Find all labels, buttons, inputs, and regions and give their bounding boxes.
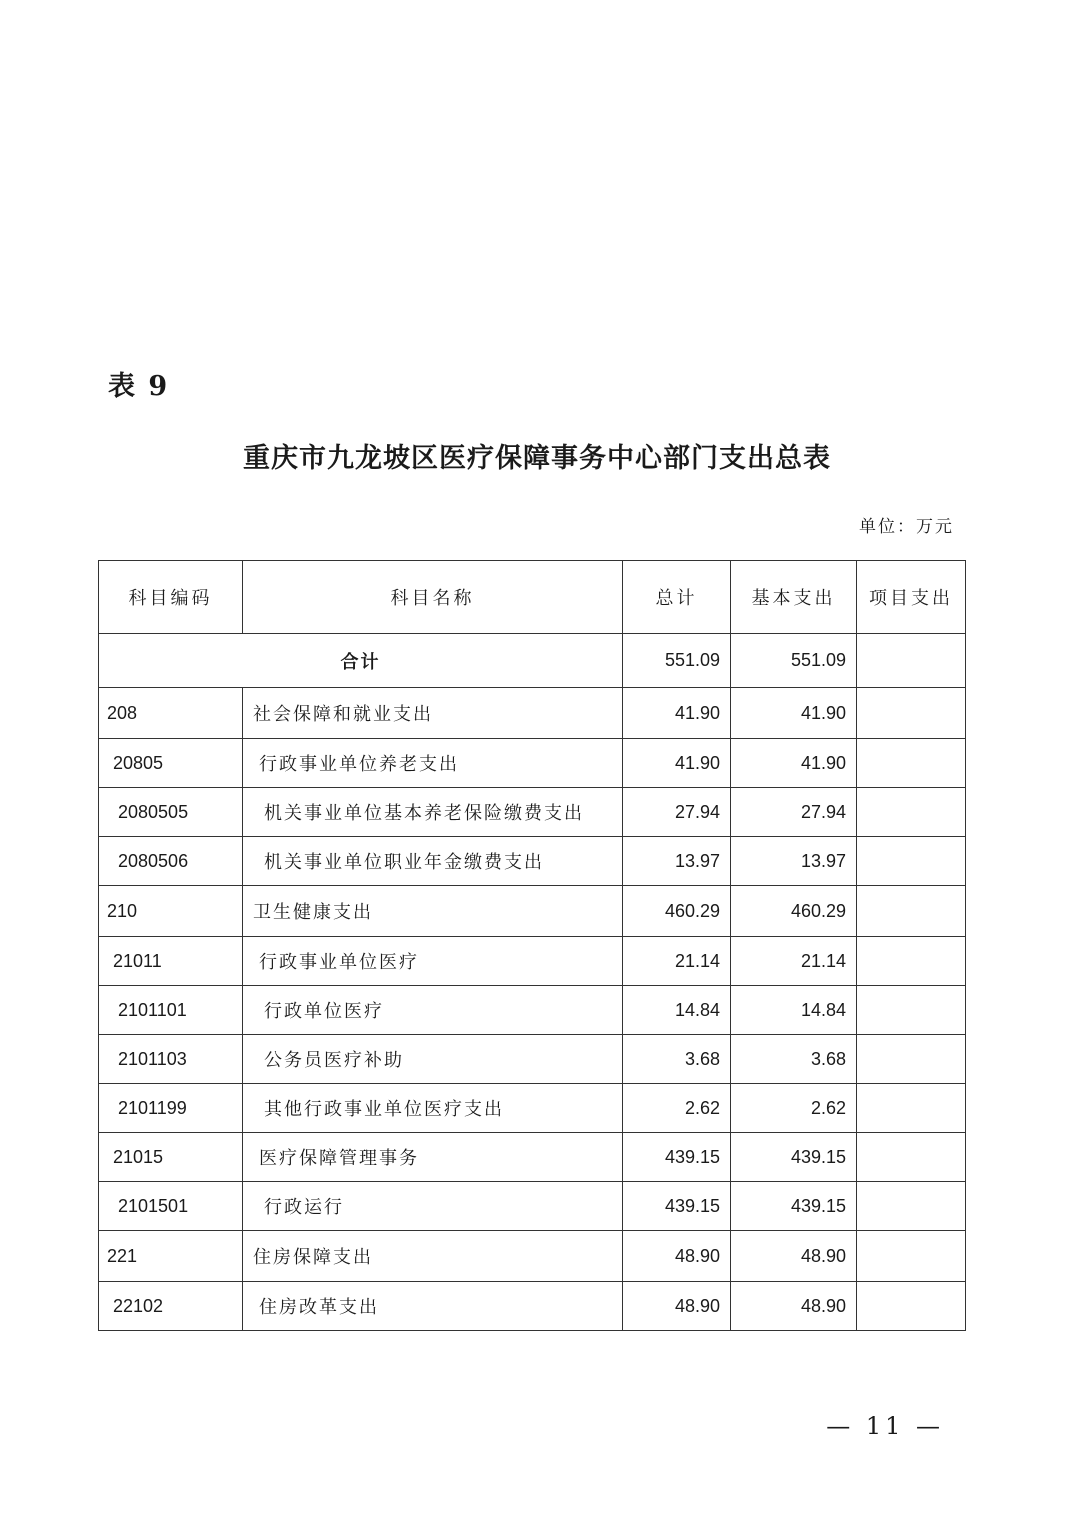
subject-code: 210	[99, 886, 243, 937]
table-row	[99, 1035, 966, 1084]
column-header-basic: 基本支出	[731, 561, 857, 634]
column-header-name: 科目名称	[243, 561, 623, 634]
subject-code: 2080505	[99, 788, 243, 837]
subject-code: 2101103	[99, 1035, 243, 1084]
row-project	[857, 937, 966, 986]
subject-name: 行政事业单位养老支出	[243, 739, 623, 788]
row-total: 41.90	[623, 688, 731, 739]
row-total: 14.84	[623, 986, 731, 1035]
row-basic: 21.14	[731, 937, 857, 986]
row-basic: 3.68	[731, 1035, 857, 1084]
subject-code: 2101501	[99, 1182, 243, 1231]
subject-name: 行政单位医疗	[243, 986, 623, 1035]
subject-name: 其他行政事业单位医疗支出	[243, 1084, 623, 1133]
document-title: 重庆市九龙坡区医疗保障事务中心部门支出总表	[243, 443, 831, 474]
table-row	[99, 1084, 966, 1133]
row-basic: 439.15	[731, 1182, 857, 1231]
table-row	[99, 788, 966, 837]
table-row	[99, 1133, 966, 1182]
subject-code: 208	[99, 688, 243, 739]
row-project	[857, 1231, 966, 1282]
total-basic: 551.09	[731, 634, 857, 688]
subject-name: 行政事业单位医疗	[243, 937, 623, 986]
subject-name: 公务员医疗补助	[243, 1035, 623, 1084]
total-row	[99, 634, 966, 688]
row-project	[857, 1182, 966, 1231]
row-total: 2.62	[623, 1084, 731, 1133]
row-project	[857, 1084, 966, 1133]
row-total: 27.94	[623, 788, 731, 837]
table-header-row	[99, 561, 966, 634]
subject-code: 2101101	[99, 986, 243, 1035]
row-total: 13.97	[623, 837, 731, 886]
row-basic: 13.97	[731, 837, 857, 886]
row-basic: 460.29	[731, 886, 857, 937]
table-row	[99, 837, 966, 886]
subject-code: 2101199	[99, 1084, 243, 1133]
subject-code: 2080506	[99, 837, 243, 886]
subject-name: 医疗保障管理事务	[243, 1133, 623, 1182]
subject-name: 行政运行	[243, 1182, 623, 1231]
column-header-project: 项目支出	[857, 561, 966, 634]
table-row	[99, 1282, 966, 1331]
total-project	[857, 634, 966, 688]
row-project	[857, 1035, 966, 1084]
column-header-total: 总计	[623, 561, 731, 634]
subject-code: 221	[99, 1231, 243, 1282]
table-row	[99, 937, 966, 986]
subject-code: 20805	[99, 739, 243, 788]
row-project	[857, 1133, 966, 1182]
subject-name: 住房改革支出	[243, 1282, 623, 1331]
row-basic: 27.94	[731, 788, 857, 837]
row-project	[857, 986, 966, 1035]
row-project	[857, 788, 966, 837]
row-basic: 2.62	[731, 1084, 857, 1133]
column-header-code: 科目编码	[99, 561, 243, 634]
row-total: 439.15	[623, 1182, 731, 1231]
unit-note: 单位：万元	[859, 517, 954, 537]
row-project	[857, 837, 966, 886]
row-project	[857, 886, 966, 937]
subject-name: 卫生健康支出	[243, 886, 623, 937]
row-total: 3.68	[623, 1035, 731, 1084]
row-project	[857, 688, 966, 739]
total-amount: 551.09	[623, 634, 731, 688]
row-basic: 41.90	[731, 688, 857, 739]
row-total: 41.90	[623, 739, 731, 788]
row-project	[857, 739, 966, 788]
row-basic: 439.15	[731, 1133, 857, 1182]
row-total: 48.90	[623, 1282, 731, 1331]
row-basic: 48.90	[731, 1282, 857, 1331]
table-row	[99, 986, 966, 1035]
total-label: 合计	[99, 634, 623, 688]
expense-table	[98, 560, 966, 1331]
table-row	[99, 688, 966, 739]
subject-code: 21011	[99, 937, 243, 986]
page-number: — 11 —	[826, 1412, 944, 1440]
row-basic: 14.84	[731, 986, 857, 1035]
table-row	[99, 1231, 966, 1282]
row-basic: 48.90	[731, 1231, 857, 1282]
subject-code: 22102	[99, 1282, 243, 1331]
row-total: 21.14	[623, 937, 731, 986]
row-project	[857, 1282, 966, 1331]
subject-name: 社会保障和就业支出	[243, 688, 623, 739]
row-total: 439.15	[623, 1133, 731, 1182]
row-total: 460.29	[623, 886, 731, 937]
subject-code: 21015	[99, 1133, 243, 1182]
table-label: 表 9	[108, 371, 170, 402]
table-row	[99, 886, 966, 937]
row-basic: 41.90	[731, 739, 857, 788]
table-row	[99, 739, 966, 788]
subject-name: 机关事业单位基本养老保险缴费支出	[243, 788, 623, 837]
row-total: 48.90	[623, 1231, 731, 1282]
subject-name: 住房保障支出	[243, 1231, 623, 1282]
table-row	[99, 1182, 966, 1231]
subject-name: 机关事业单位职业年金缴费支出	[243, 837, 623, 886]
